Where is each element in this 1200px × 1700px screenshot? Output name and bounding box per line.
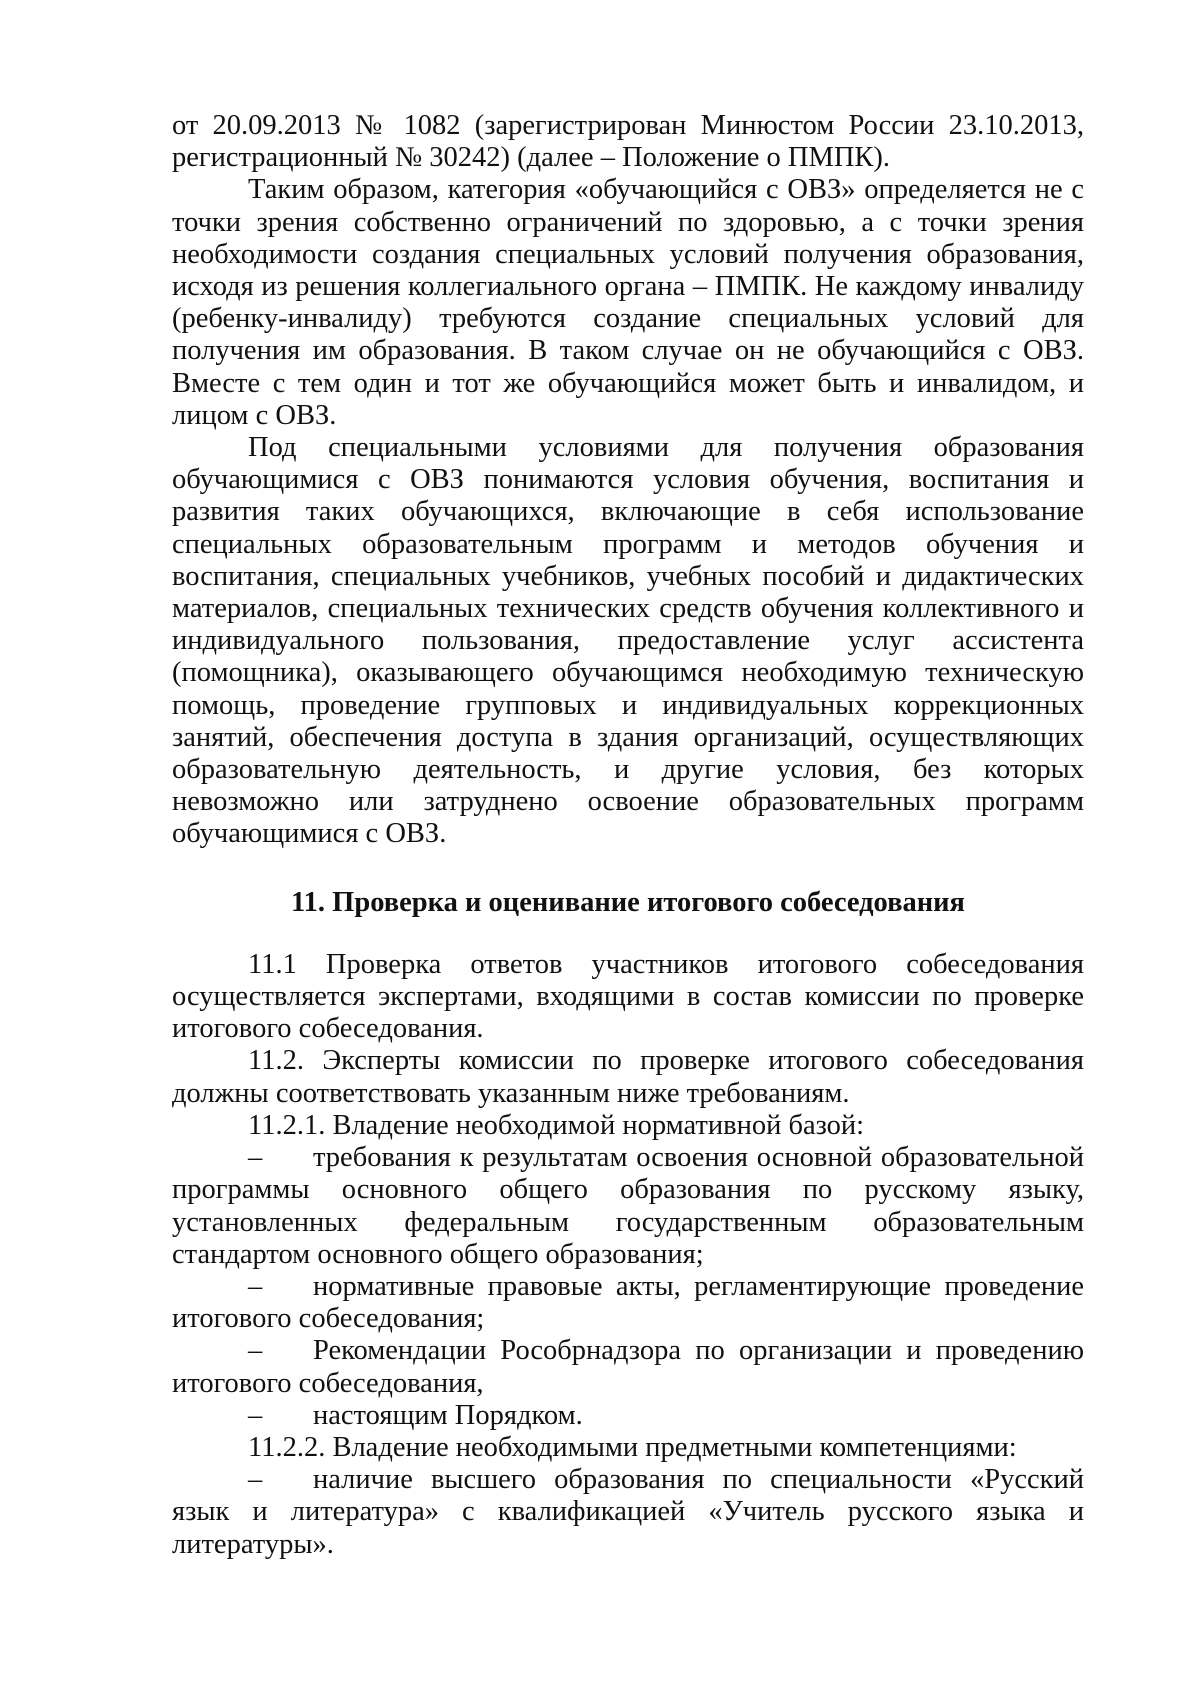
dash-marker: – <box>248 1142 263 1174</box>
list-item-text: требования к результатам освоения основной образовательной программы основного общего образования по русскому языку, установленных федеральным государственным образовательным стандартом основного общего образования; <box>172 1142 1084 1270</box>
list-item-text: наличие высшего образования по специальности «Русский язык и литература» с квалификацией «Учитель русского языка и литературы». <box>172 1464 1084 1560</box>
paragraph-special-conditions: Под специальными условиями для получения образования обучающимися с ОВЗ понимаются условия обучения, воспитания и развития таких обучающихся, включающие в себя использование специальных образовательным программ и методов обучения и воспитания, специальных учебников, учебных пособий и дидактических материалов, специальных технических средств обучения коллективного и индивидуального пользования, предоставление услуг ассистента (помощника), оказывающего обучающимся необходимую техническую помощь, проведение групповых и индивидуальных коррекционных занятий, обеспечения доступа в здания организаций, осуществляющих образовательную деятельность, и другие условия, без которых невозможно или затруднено освоение образовательных программ обучающимися с ОВЗ. <box>172 432 1084 850</box>
list-item-text: нормативные правовые акты, регламентирующие проведение итогового собеседования; <box>172 1270 1084 1335</box>
clause-11-2: 11.2. Эксперты комиссии по проверке итогового собеседования должны соответствовать указанным ниже требованиям. <box>172 1045 1084 1109</box>
list-item <box>172 1271 1084 1335</box>
list-item <box>172 1142 1084 1271</box>
dash-marker: – <box>248 1399 263 1431</box>
list-item <box>172 1464 1084 1561</box>
clause-11-1: 11.1 Проверка ответов участников итогового собеседования осуществляется экспертами, входящими в состав комиссии по проверке итогового собеседования. <box>172 948 1084 1045</box>
list-item <box>172 1335 1084 1399</box>
paragraph-ovz-category: Таким образом, категория «обучающийся с ОВЗ» определяется не с точки зрения собственно ограничений по здоровью, а с точки зрения необходимости создания специальных условий получения образования, исходя из решения коллегиального органа – ПМПК. Не каждому инвалиду (ребенку-инвалиду) требуются создание специальных условий для получения им образования. В таком случае он не обучающийся с ОВЗ. Вместе с тем один и тот же обучающийся может быть и инвалидом, и лицом с ОВЗ. <box>172 174 1084 431</box>
section-heading: 11. Проверка и оценивание итогового собеседования <box>291 886 965 918</box>
list-item-text: настоящим Порядком. <box>313 1399 583 1431</box>
dash-marker: – <box>248 1270 263 1302</box>
dash-marker: – <box>248 1464 263 1496</box>
paragraph-continuation: от 20.09.2013 № 1082 (зарегистрирован Минюстом России 23.10.2013, регистрационный № 30242) (далее – Положение о ПМПК). <box>172 110 1084 174</box>
clause-11-2-1: 11.2.1. Владение необходимой нормативной базой: <box>248 1109 865 1141</box>
clause-11-2-2: 11.2.2. Владение необходимыми предметными компетенциями: <box>248 1431 1017 1463</box>
list-item-text: Рекомендации Рособрнадзора по организации и проведению итогового собеседования, <box>172 1335 1084 1399</box>
list-item <box>172 1400 1084 1432</box>
dash-marker: – <box>248 1335 263 1367</box>
document-body <box>172 110 1084 1561</box>
